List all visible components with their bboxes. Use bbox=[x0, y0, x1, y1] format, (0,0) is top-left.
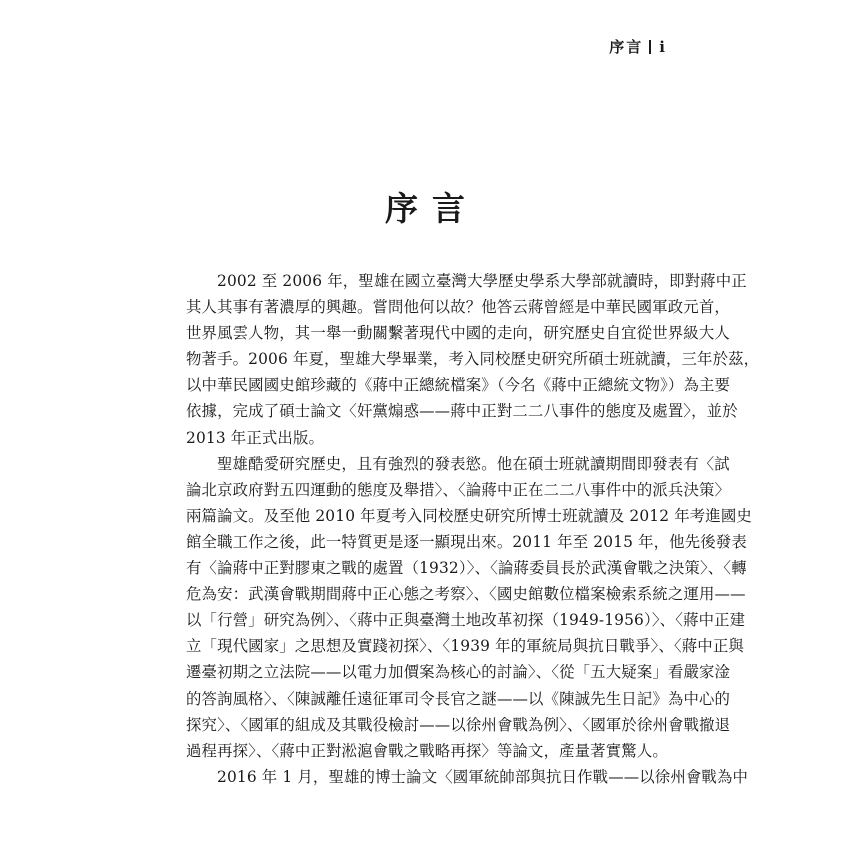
chapter-title: 序言 bbox=[385, 189, 479, 228]
paragraph-1-line: 以中華民國國史館珍藏的《蔣中正總統檔案》（今名《蔣中正總統文物》）為主要 bbox=[186, 376, 731, 395]
paragraph-1-line: 物著手。2006 年夏，聖雄大學畢業，考入同校歷史研究所碩士班就讀，三年於茲， bbox=[186, 350, 760, 369]
paragraph-2-line: 兩篇論文。及至他 2010 年夏考入同校歷史研究所博士班就讀及 2012 年考進國史 bbox=[186, 506, 752, 525]
paragraph-2-line: 館全職工作之後，此一特質更是逐一顯現出來。2011 年至 2015 年，他先後發表 bbox=[186, 532, 747, 551]
paragraph-1-line: 依據，完成了碩士論文〈奸黨煽惑——蔣中正對二二八事件的態度及處置〉，並於 bbox=[186, 402, 738, 421]
paragraph-2-line: 論北京政府對五四運動的態度及舉措〉、〈論蔣中正在二二八事件中的派兵決策〉 bbox=[186, 480, 731, 499]
paragraph-1-line: 2002 至 2006 年，聖雄在國立臺灣大學歷史學系大學部就讀時，即對蔣中正 bbox=[217, 272, 747, 290]
paragraph-1-line: 其人其事有著濃厚的興趣。嘗問他何以故？他答云蔣曾經是中華民國軍政元首， bbox=[186, 298, 730, 317]
paragraph-3-line: 2016 年 1 月，聖雄的博士論文〈國軍統帥部與抗日作戰——以徐州會戰為中 bbox=[217, 767, 749, 786]
paragraph-2-line: 危為安：武漢會戰期間蔣中正心態之考察〉、〈國史館數位檔案檢索系統之運用—— bbox=[186, 585, 746, 604]
header-separator bbox=[649, 40, 651, 54]
paragraph-2-line: 以「行營」研究為例〉、〈蔣中正與臺灣土地改革初探（1949-1956）〉、〈蔣中正建 bbox=[186, 611, 746, 630]
paragraph-2-line: 的答詢風格〉、〈陳誠離任遠征軍司令長官之謎——以《陳誠先生日記》為中心的 bbox=[186, 689, 731, 708]
paragraph-1-line: 2013 年正式出版。 bbox=[186, 428, 325, 447]
paragraph-2-line: 聖雄酷愛研究歷史，且有強烈的發表慾。他在碩士班就讀期間即發表有〈試 bbox=[217, 454, 730, 473]
running-header bbox=[609, 36, 667, 57]
paragraph-2-line: 有〈論蔣中正對膠東之戰的處置（1932）〉、〈論蔣委員長於武漢會戰之決策〉、〈轉 bbox=[186, 559, 747, 578]
header-section-title: 序言 bbox=[609, 38, 644, 56]
paragraph-2-line: 立「現代國家」之思想及實踐初探〉、〈1939 年的軍統局與抗日戰爭〉、〈蔣中正與 bbox=[186, 637, 744, 656]
page-number: i bbox=[659, 37, 667, 56]
paragraph-2-line: 探究〉、〈國軍的組成及其戰役檢討——以徐州會戰為例〉、〈國軍於徐州會戰撤退 bbox=[186, 715, 731, 734]
body-text bbox=[186, 268, 760, 790]
paragraph-2-line: 遷臺初期之立法院——以電力加價案為核心的討論〉、〈從「五大疑案」看嚴家淦 bbox=[186, 663, 731, 682]
paragraph-1-line: 世界風雲人物，其一舉一動關繫著現代中國的走向，研究歷史自宜從世界級大人 bbox=[186, 324, 730, 343]
paragraph-2-line: 過程再探〉、〈蔣中正對淞滬會戰之戰略再探〉等論文，產量著實驚人。 bbox=[186, 741, 668, 760]
